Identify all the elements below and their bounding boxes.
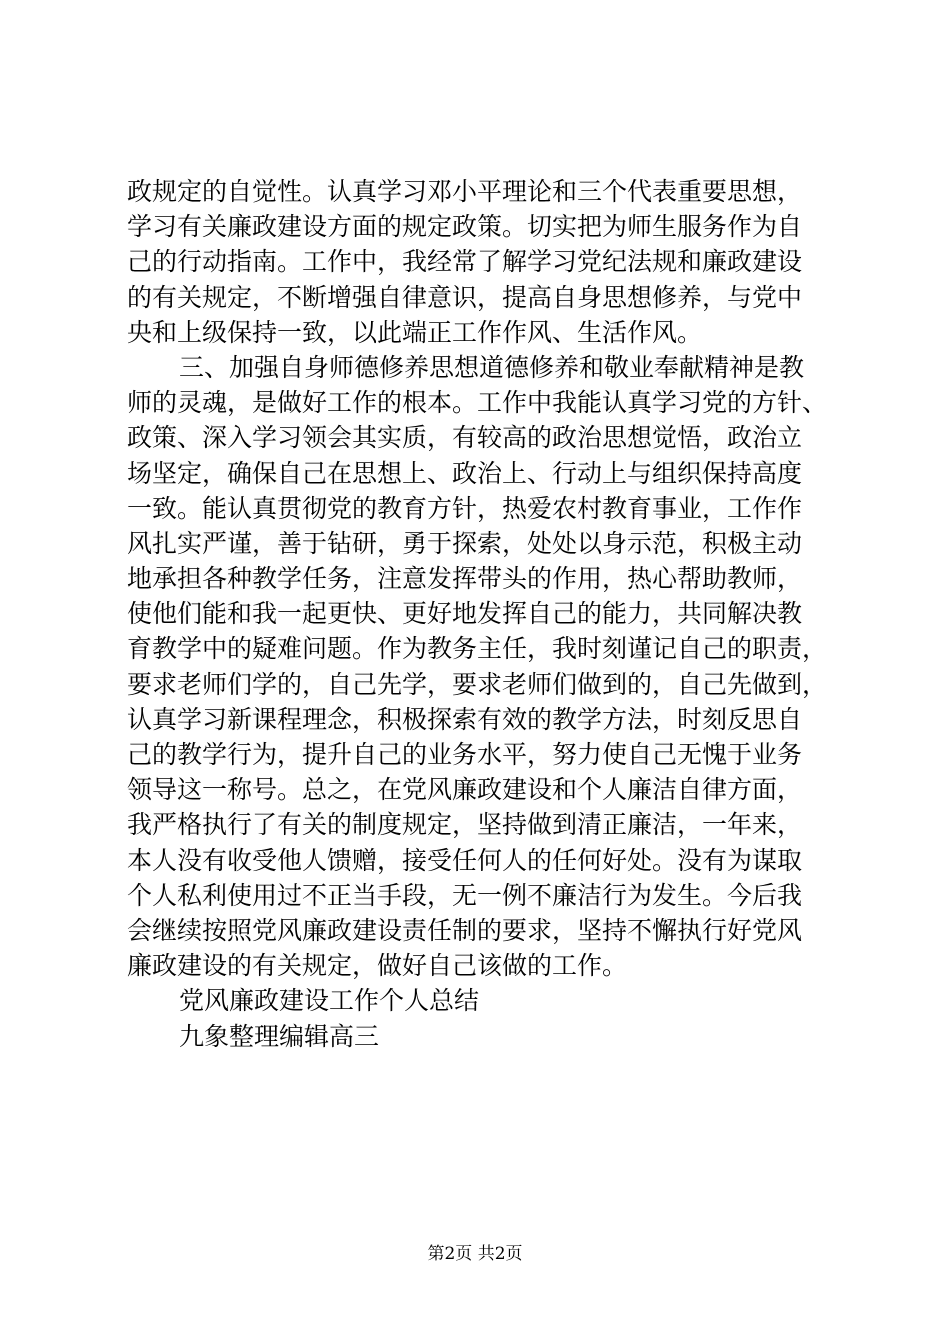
text-line: 要求老师们学的，自己先学，要求老师们做到的，自己先做到， bbox=[127, 669, 828, 699]
document-body bbox=[127, 174, 847, 1054]
text-line: 地承担各种教学任务，注意发挥带头的作用，热心帮助教师， bbox=[127, 564, 803, 594]
text-line: 会继续按照党风廉政建设责任制的要求，坚持不懈执行好党风 bbox=[127, 915, 803, 945]
text-line: 师的灵魂，是做好工作的根本。工作中我能认真学习党的方针、 bbox=[127, 388, 828, 418]
page-number-footer: 第2页 共2页 bbox=[427, 1244, 523, 1264]
text-line: 场坚定，确保自己在思想上、政治上、行动上与组织保持高度 bbox=[127, 458, 803, 488]
text-line: 一致。能认真贯彻党的教育方针，热爱农村教育事业，工作作 bbox=[127, 493, 803, 523]
text-line: 个人私利使用过不正当手段，无一例不廉洁行为发生。今后我 bbox=[127, 880, 803, 910]
text-line: 风扎实严谨，善于钻研，勇于探索，处处以身示范，积极主动 bbox=[127, 528, 803, 558]
text-line: 领导这一称号。总之，在党风廉政建设和个人廉洁自律方面， bbox=[127, 775, 803, 805]
text-line: 廉政建设的有关规定，做好自己该做的工作。 bbox=[127, 951, 628, 981]
text-line: 学习有关廉政建设方面的规定政策。切实把为师生服务作为自 bbox=[127, 212, 803, 242]
text-line: 本人没有收受他人馈赠，接受任何人的任何好处。没有为谋取 bbox=[127, 845, 803, 875]
text-line: 使他们能和我一起更快、更好地发挥自己的能力，共同解决教 bbox=[127, 599, 803, 629]
text-line: 政策、深入学习领会其实质，有较高的政治思想觉悟，政治立 bbox=[127, 423, 803, 453]
text-line: 政规定的自觉性。认真学习邓小平理论和三个代表重要思想， bbox=[127, 177, 803, 206]
text-line: 认真学习新课程理念，积极探索有效的教学方法，时刻反思自 bbox=[127, 704, 803, 734]
editor-credit-line: 九象整理编辑高三 bbox=[179, 1021, 380, 1051]
text-line: 己的行动指南。工作中，我经常了解学习党纪法规和廉政建设 bbox=[127, 247, 803, 277]
text-line: 己的教学行为，提升自己的业务水平，努力使自己无愧于业务 bbox=[127, 740, 803, 769]
document-title-line: 党风廉政建设工作个人总结 bbox=[179, 986, 480, 1016]
text-line: 育教学中的疑难问题。作为教务主任，我时刻谨记自己的职责， bbox=[127, 634, 828, 664]
paragraph-start-line: 三、加强自身师德修养思想道德修养和敬业奉献精神是教 bbox=[179, 352, 805, 382]
text-line: 央和上级保持一致，以此端正工作作风、生活作风。 bbox=[127, 317, 703, 347]
text-line: 我严格执行了有关的制度规定，坚持做到清正廉洁，一年来， bbox=[127, 810, 803, 840]
text-line: 的有关规定，不断增强自律意识，提高自身思想修养，与党中 bbox=[127, 282, 803, 312]
